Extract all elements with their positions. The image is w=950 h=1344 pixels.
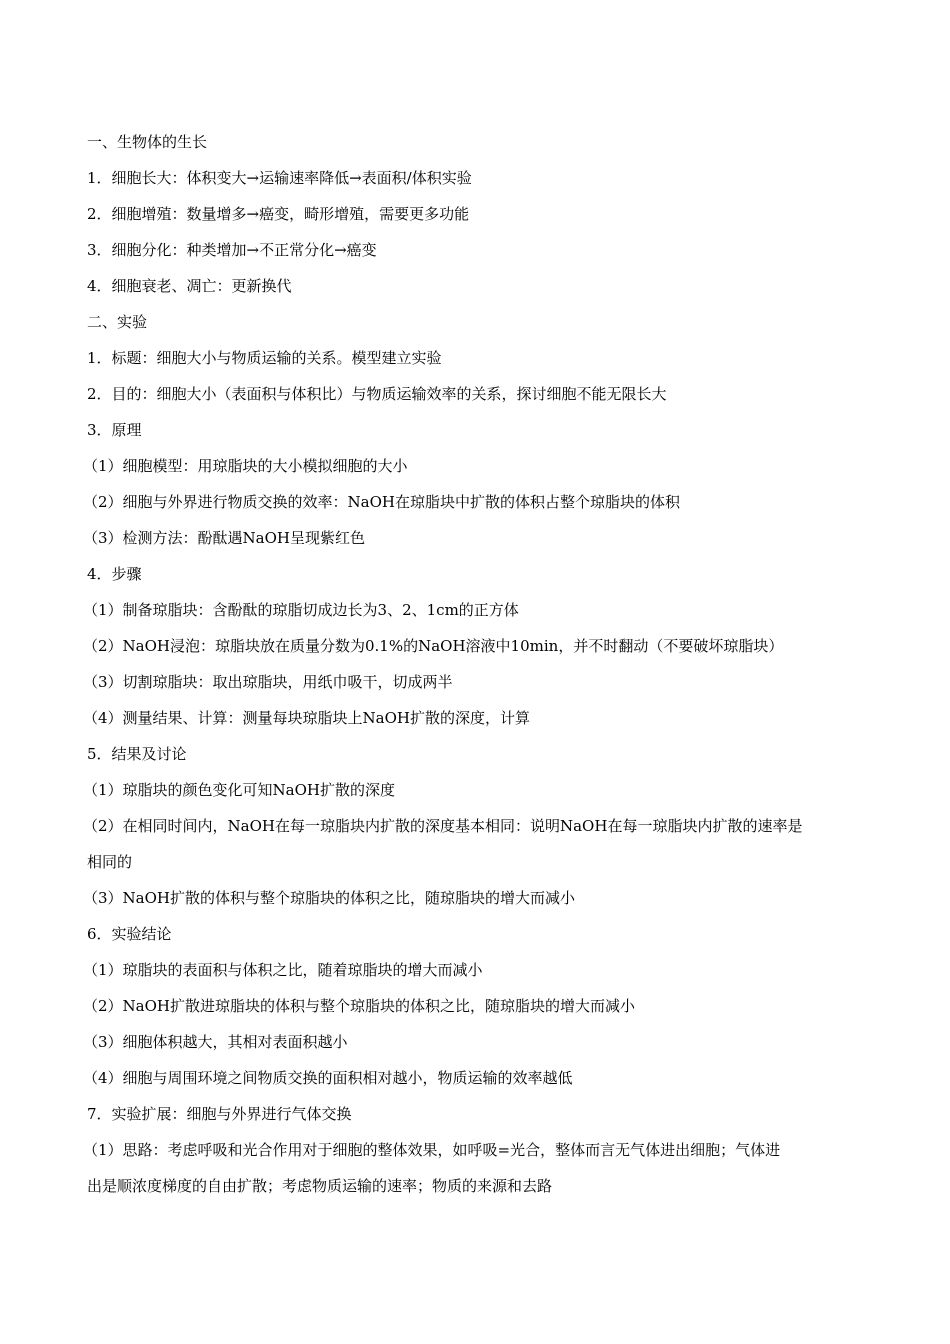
text-line: 3．原理: [87, 421, 142, 439]
text-line: 4．细胞衰老、凋亡：更新换代: [87, 277, 292, 295]
sub-item-line: （4）细胞与周围环境之间物质交换的面积相对越小，物质运输的效率越低: [83, 1069, 573, 1087]
text-line-continuation: 相同的: [87, 853, 133, 871]
sub-item-line: （1）制备琼脂块：含酚酞的琼脂切成边长为3、2、1cm的正方体: [83, 601, 519, 619]
text-line: 1．标题：细胞大小与物质运输的关系。模型建立实验: [87, 349, 442, 367]
sub-item-line: （3）检测方法：酚酞遇NaOH呈现紫红色: [83, 529, 365, 547]
sub-item-line: （2）在相同时间内，NaOH在每一琼脂块内扩散的深度基本相同：说明NaOH在每一琼脂块内扩散的速率是: [83, 817, 803, 835]
text-line: 4．步骤: [87, 565, 142, 583]
heading-line: 一、生物体的生长: [87, 133, 208, 151]
text-line: 5．结果及讨论: [87, 745, 187, 763]
sub-item-line: （3）切割琼脂块：取出琼脂块，用纸巾吸干，切成两半: [83, 673, 453, 691]
text-line: 7．实验扩展：细胞与外界进行气体交换: [87, 1105, 352, 1123]
sub-item-line: （1）细胞模型：用琼脂块的大小模拟细胞的大小: [83, 457, 408, 475]
sub-item-line: （1）思路：考虑呼吸和光合作用对于细胞的整体效果，如呼吸=光合，整体而言无气体进出细胞；气体进: [83, 1141, 781, 1159]
sub-item-line: （2）NaOH扩散进琼脂块的体积与整个琼脂块的体积之比，随琼脂块的增大而减小: [83, 997, 635, 1015]
text-line: 2．目的：细胞大小（表面积与体积比）与物质运输效率的关系，探讨细胞不能无限长大: [87, 385, 667, 403]
sub-item-line: （2）细胞与外界进行物质交换的效率：NaOH在琼脂块中扩散的体积占整个琼脂块的体积: [83, 493, 680, 511]
text-line: 6．实验结论: [87, 925, 172, 943]
sub-item-line: （1）琼脂块的颜色变化可知NaOH扩散的深度: [83, 781, 395, 799]
text-line: 1．细胞长大：体积变大→运输速率降低→表面积/体积实验: [87, 169, 472, 187]
heading-line: 二、实验: [87, 313, 148, 331]
sub-item-line: （1）琼脂块的表面积与体积之比，随着琼脂块的增大而减小: [83, 961, 483, 979]
sub-item-line: （4）测量结果、计算：测量每块琼脂块上NaOH扩散的深度，计算: [83, 709, 530, 727]
sub-item-line: （3）细胞体积越大，其相对表面积越小: [83, 1033, 348, 1051]
text-line-continuation: 出是顺浓度梯度的自由扩散；考虑物质运输的速率；物质的来源和去路: [87, 1177, 553, 1195]
sub-item-line: （2）NaOH浸泡：琼脂块放在质量分数为0.1%的NaOH溶液中10min，并不时翻动（不要破坏琼脂块）: [83, 637, 784, 655]
document-body: [83, 124, 877, 1204]
text-line: 2．细胞增殖：数量增多→癌变，畸形增殖，需要更多功能: [87, 205, 470, 223]
text-line: 3．细胞分化：种类增加→不正常分化→癌变: [87, 241, 377, 259]
sub-item-line: （3）NaOH扩散的体积与整个琼脂块的体积之比，随琼脂块的增大而减小: [83, 889, 575, 907]
